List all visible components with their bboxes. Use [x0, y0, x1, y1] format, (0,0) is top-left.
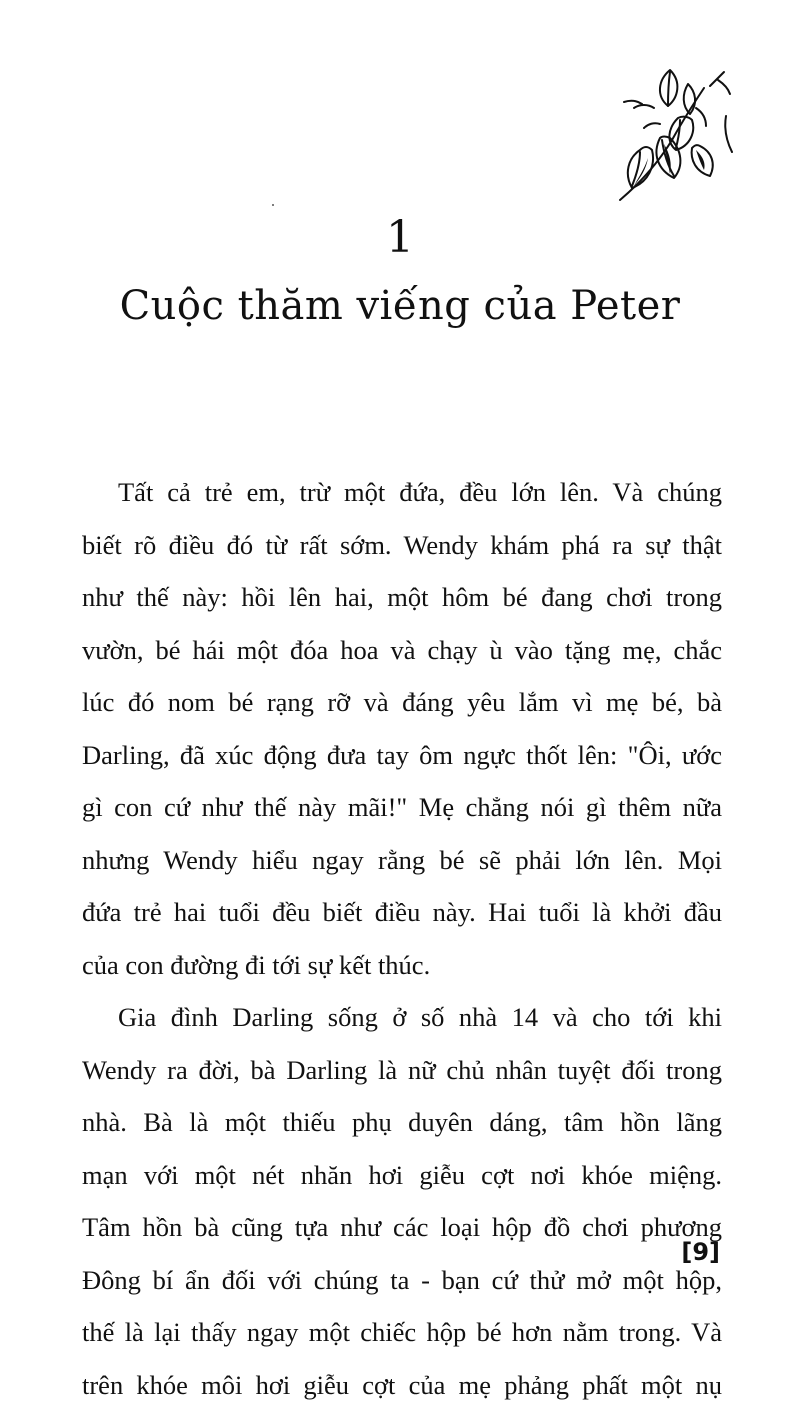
chapter-title: Cuộc thăm viếng của Peter [0, 276, 800, 336]
paragraph-1-line: như thế này: hồi lên hai, một hôm bé đang chơi trong [82, 571, 722, 624]
paragraph-1-line: Tất cả trẻ em, trừ một đứa, đều lớn lên. Và chúng [82, 466, 722, 519]
paragraph-1-line: biết rõ điều đó từ rất sớm. Wendy khám phá ra sự thật [82, 519, 722, 572]
paragraph-2-line: Gia đình Darling sống ở số nhà 14 và cho tới khi [82, 991, 722, 1044]
chapter-number: 1 [0, 208, 800, 268]
paragraph-1-line: vườn, bé hái một đóa hoa và chạy ù vào tặng mẹ, chắc [82, 624, 722, 677]
paragraph-2-line: mạn với một nét nhăn hơi giễu cợt nơi khóe miệng. [82, 1149, 722, 1202]
leaf-sprig-icon [600, 58, 750, 208]
page-number: [9] [660, 1236, 720, 1268]
paragraph-1-line: gì con cứ như thế này mãi!" Mẹ chẳng nói gì thêm nữa [82, 781, 722, 834]
paragraph-2-line: nhà. Bà là một thiếu phụ duyên dáng, tâm hồn lãng [82, 1096, 722, 1149]
paragraph-2-line: Tâm hồn bà cũng tựa như các loại hộp đồ chơi phương [82, 1201, 722, 1254]
paragraph-1-line: nhưng Wendy hiểu ngay rằng bé sẽ phải lớn lên. Mọi [82, 834, 722, 887]
paragraph-1-line: Darling, đã xúc động đưa tay ôm ngực thốt lên: "Ôi, ước [82, 729, 722, 782]
paragraph-2-line: thế là lại thấy ngay một chiếc hộp bé hơn nằm trong. Và [82, 1306, 722, 1359]
paragraph-2-line: trên khóe môi hơi giễu cợt của mẹ phảng phất một nụ [82, 1359, 722, 1411]
paragraph-2-line: Wendy ra đời, bà Darling là nữ chủ nhân tuyệt đối trong [82, 1044, 722, 1097]
paragraph-1-line: của con đường đi tới sự kết thúc. [82, 939, 722, 992]
body-text [82, 466, 722, 1411]
paragraph-2-line: Đông bí ẩn đối với chúng ta - bạn cứ thử mở một hộp, [82, 1254, 722, 1307]
print-speck [272, 204, 274, 206]
paragraph-1-line: lúc đó nom bé rạng rỡ và đáng yêu lắm vì mẹ bé, bà [82, 676, 722, 729]
paragraph-1-line: đứa trẻ hai tuổi đều biết điều này. Hai tuổi là khởi đầu [82, 886, 722, 939]
